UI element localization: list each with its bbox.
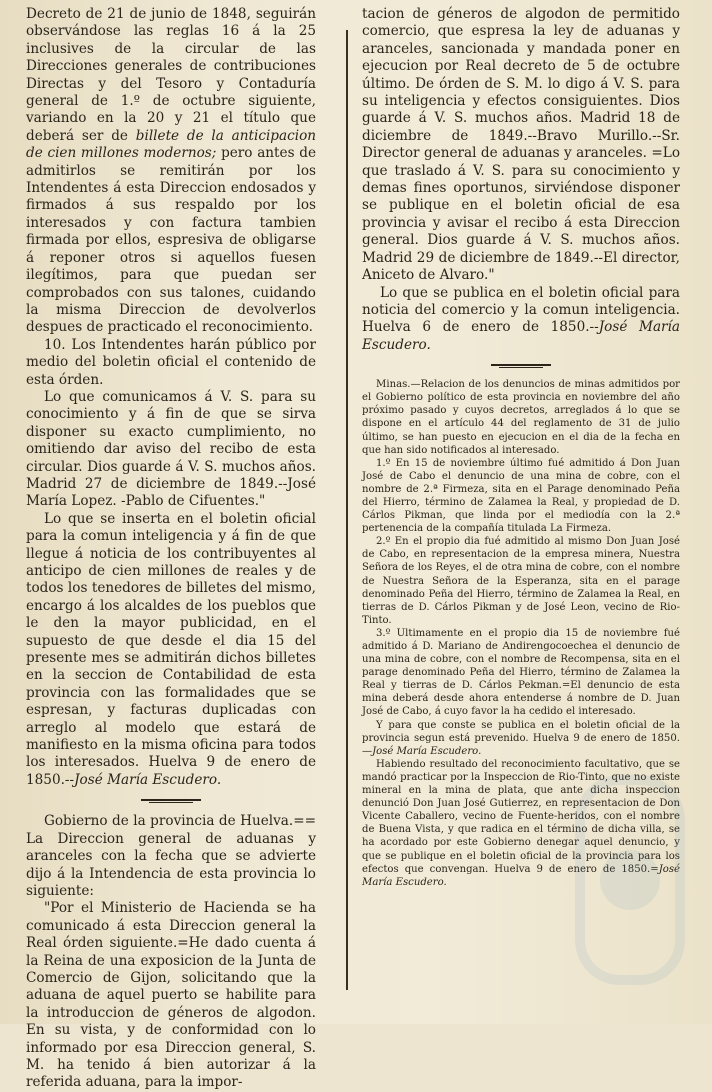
publication-paragraph (362, 285, 680, 355)
mines-intro: Minas.—Relacion de los denuncios de minas admitidos por el Gobierno político de esta provincia en noviembre del año próximo pasado y cuyos decretos, arreglados á lo que se dispone en el artículo 44 del reglamento de 31 de julio último, se han puesto en ejecucion en el dia de la fecha en que han sido notificados al interesado. (362, 379, 680, 456)
signature: José María Escudero. (362, 863, 680, 888)
paragraph-text: Lo que se publica en el boletin oficial para noticia del comercio y la comun inteligencia. Huelva 6 de enero de 1850.-- (362, 284, 680, 336)
paragraph-text: Habiendo resultado del reconocimiento facultativo, que se mandó practicar por la Inspeccion de Rio-Tinto, que no existe mineral en la mina de plata, que ante dicha inspeccion denunció Don Juan José Gutierrez, en representacion de Don Vicente Caballero, vecino de Fuente-heridos, con el nombre de Buena Vista, y que radica en el término de dicha villa, se ha acordado por este Gobierno denegar aquel denuncio, y que se publique en el boletin oficial de la provincia para los efectos que convengan. Huelva 9 de enero de 1850.= (362, 758, 680, 875)
paragraph-text: pero antes de admitirlos se remitirán por los Intendentes á esta Direccion endosados y firmados á sus respaldo por los interesados y con factura tambien firmada por ellos, espresiva de obligarse á reponer otros si aquellos fuesen ilegítimos, para que puedan ser comprobados con sus talones, cuidando la misma Direccion de devolverlos despues de practicado el reconocimiento. (26, 145, 316, 336)
mine-entry-2: 2.º En el propio dia fué admitido al mismo Don Juan José de Cabo, en representacion de la empresa minera, Nuestra Señora de los Reyes, el de otra mina de cobre, con el nombre de Nuestra Señora de la Esperanza, sita en el parage denominado Peña del Hierro, término de Zalamea la Real, en tierras de D. Cárlos Pikman y de José Leon, vecino de Rio-Tinto. (362, 536, 680, 626)
mine-entry-3: 3.º Ultimamente en el propio dia 15 de noviembre fué admitido á D. Mariano de Andirengocoechea el denuncio de una mina de cobre, con el nombre de Recompensa, sita en el parage denominado Peña del Hierro, término de Zalamea la Real y tierras de D. Cárlos Pekman.=El denuncio de esta mina deberá desde ahora entenderse á nombre de D. Juan José de Cabo, á cuyo favor la ha cedido el interesado. (362, 627, 680, 718)
signature: José María Escudero. (362, 319, 680, 353)
watermark-seal-icon (560, 760, 700, 1000)
royal-order-paragraph: "Por el Ministerio de Hacienda se ha comunicado á esta Direccion general la Real órden siguiente.=He dado cuenta á la Reina de una exposicion de la Junta de Comercio de Gijon, solicitando que la aduana de aquel puerto se habilite para la introduccion de géneros de algodon. En su vista, y de conformidad con lo informado por esa Direccion general, S. M. ha tenido á bien autorizar á la referida aduana, para la impor- (26, 900, 316, 1091)
left-column (26, 6, 317, 1091)
italic-title: billete de la anticipacion de cien millones modernos; (26, 127, 317, 162)
signature: José María Escudero. (74, 771, 222, 788)
paragraph-text: Y para que conste se publica en el boletin oficial de la provincia segun está prevenido. Huelva 9 de enero de 1850.— (362, 719, 680, 757)
rule-ten: 10. Los Intendentes harán público por medio del boletin oficial el contenido de esta órden. (26, 336, 316, 388)
customs-continuation: tacion de géneros de algodon de permitido comercio, que espresa la ley de aduanas y aranceles, sancionada y mandada poner en ejecucion por Real decreto de 5 de octubre último. De órden de S. M. lo digo á V. S. para su inteligencia y efectos consiguientes. Dios guarde á V. S. muchos años. Madrid 18 de diciembre de 1849.--Bravo Murillo.--Sr. Director general de aduanas y aranceles. =Lo que traslado á V. S. para su conocimiento y demas fines oportunos, sirviéndose disponer se publique en el boletin oficial de esa provincia y avisar el recibo á esta Direccion general. Dios guarde á V. S. muchos años. Madrid 29 de diciembre de 1849.--El director, Aniceto de Alvaro." (362, 6, 680, 284)
paragraph-text: Lo que se inserta en el boletin oficial para la comun inteligencia y á fin de que llegue á noticia de los contribuyentes al anticipo de cien millones de reales y de todos los tenedores de billetes del mismo, encargo á los alcaldes de los pueblos que le den la mayor publicidad, en el supuesto de que desde el dia 15 del presente mes se admitirán dichos billetes en la seccion de Contabilidad de esta provincia con las formalidades que se espresan, y facturas duplicadas con arreglo al modelo que estará de manifiesto en la misma oficina para todos los interesados. Huelva 9 de enero de 1850.-- (26, 510, 316, 788)
mines-closing (362, 719, 680, 758)
government-heading-paragraph: Gobierno de la provincia de Huelva.== La Direccion general de aduanas y aranceles con la fecha que se advierte dijo á la Intendencia de esta provincia lo siguiente: (26, 813, 316, 899)
communication-paragraph: Lo que comunicamos á V. S. para su conocimiento y á fin de que se sirva disponer su exacto cumplimiento, no omitiendo dar aviso del recibo de esta circular. Dios guarde á V. S. muchos años. Madrid 27 de diciembre de 1849.--José María Lopez. -Pablo de Cifuentes." (26, 388, 316, 510)
section-divider (491, 364, 551, 368)
right-large-text (362, 6, 680, 354)
mine-entry-1: 1.º En 15 de noviembre último fué admitido á Don Juan José de Cabo el denuncio de una mina de cobre, con el nombre de 2.ª Firmeza, sita en el Parage denominado Peña del Hierro, término de Zalamea la Real, y propiedad de D. Cárlos Pikman, que linda por el mediodía con la 2.ª pertenencia de la compañía titulada La Firmeza. (362, 457, 680, 535)
insertion-paragraph (26, 511, 316, 790)
section-divider (141, 799, 201, 803)
article-continuation (26, 6, 316, 337)
signature: José María Escudero. (372, 745, 482, 757)
column-divider (346, 30, 348, 990)
paragraph-text: Decreto de 21 de junio de 1848, seguirán observándose las reglas 16 á la 25 inclusives de la circular de las Direcciones generales de contribuciones Directas y del Tesoro y Contaduría general de 1.º de octubre siguiente, variando en la 20 y 21 el título que deberá ser de (26, 6, 316, 144)
